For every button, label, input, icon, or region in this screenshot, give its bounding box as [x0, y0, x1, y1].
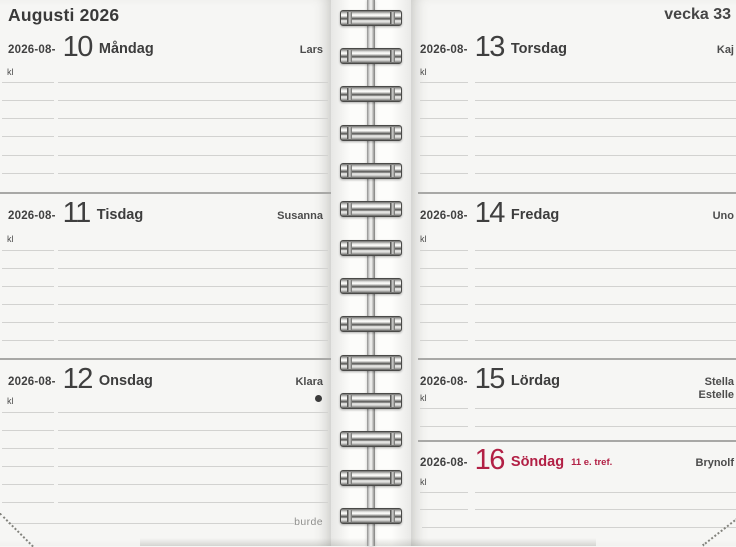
ruled-line	[2, 340, 54, 341]
ruled-line	[475, 492, 736, 493]
spiral-ring	[340, 470, 402, 486]
nameday-label: Lars	[299, 44, 323, 56]
kl-label: kl	[420, 234, 427, 244]
nameday-label: Susanna	[277, 210, 323, 222]
day-header-saturday	[420, 362, 734, 401]
nameday-label: Klara	[295, 376, 323, 388]
spiral-ring	[340, 48, 402, 64]
ruled-line	[420, 155, 468, 156]
day-number: 13	[474, 31, 504, 63]
day-number: 10	[62, 31, 92, 63]
spiral-binding	[331, 0, 411, 546]
day-header-wednesday	[8, 362, 323, 395]
spiral-ring	[340, 431, 402, 447]
ruled-line	[420, 250, 468, 251]
ruled-line	[475, 509, 736, 510]
nameday-label: Uno	[712, 210, 734, 222]
ruled-line	[2, 118, 54, 119]
ruled-line	[475, 250, 736, 251]
section-separator	[418, 440, 736, 442]
spiral-ring	[340, 86, 402, 102]
day-header-monday	[8, 30, 323, 63]
kl-label: kl	[420, 67, 427, 77]
spiral-ring	[340, 393, 402, 409]
section-separator	[0, 192, 331, 194]
day-number: 11	[62, 197, 90, 229]
ruled-line	[58, 268, 328, 269]
kl-label: kl	[420, 393, 427, 403]
section-separator	[418, 192, 736, 194]
ruled-line	[58, 502, 328, 503]
ruled-line	[475, 100, 736, 101]
ruled-line	[2, 155, 54, 156]
church-calendar-note: 11 e. tref.	[571, 457, 613, 468]
ruled-line	[2, 412, 54, 413]
ruled-line	[2, 100, 54, 101]
spiral-ring	[340, 240, 402, 256]
spiral-ring	[340, 278, 402, 294]
ruled-line	[475, 426, 736, 427]
right-page	[411, 0, 736, 546]
ruled-line	[420, 268, 468, 269]
day-header-friday	[420, 196, 734, 229]
kl-label: kl	[420, 477, 427, 487]
ruled-line	[420, 304, 468, 305]
day-number: 15	[474, 363, 504, 395]
kl-label: kl	[7, 396, 14, 406]
ruled-line	[420, 322, 468, 323]
day-number: 14	[474, 197, 504, 229]
date-prefix: 2026-08-	[8, 376, 56, 388]
ruled-line	[58, 118, 328, 119]
left-page	[0, 0, 331, 546]
kl-label: kl	[7, 67, 14, 77]
date-prefix: 2026-08-	[420, 376, 468, 388]
ruled-line	[475, 173, 736, 174]
ruled-line	[420, 426, 468, 427]
footer-line	[422, 527, 736, 528]
ruled-line	[420, 509, 468, 510]
ruled-line	[58, 286, 328, 287]
day-name: Fredag	[510, 207, 560, 223]
day-number: 16	[474, 444, 504, 476]
ruled-line	[475, 118, 736, 119]
day-header-thursday	[420, 30, 734, 63]
ruled-line	[2, 268, 54, 269]
spiral-ring	[340, 355, 402, 371]
date-prefix: 2026-08-	[8, 44, 56, 56]
day-name: Torsdag	[510, 41, 568, 57]
section-separator	[418, 358, 736, 360]
spiral-ring	[340, 316, 402, 332]
ruled-line	[2, 484, 54, 485]
day-name: Söndag	[510, 454, 565, 470]
ruled-line	[2, 466, 54, 467]
ruled-line	[420, 118, 468, 119]
ruled-line	[420, 136, 468, 137]
ruled-line	[420, 408, 468, 409]
spiral-ring	[340, 10, 402, 26]
ruled-line	[58, 430, 328, 431]
ruled-line	[420, 492, 468, 493]
ruled-line	[58, 136, 328, 137]
ruled-line	[475, 268, 736, 269]
date-prefix: 2026-08-	[420, 210, 468, 222]
spiral-rod	[367, 0, 375, 546]
ruled-line	[475, 322, 736, 323]
ruled-line	[58, 155, 328, 156]
day-name: Onsdag	[98, 373, 153, 389]
spiral-ring	[340, 201, 402, 217]
ruled-line	[475, 304, 736, 305]
ruled-line	[2, 250, 54, 251]
ruled-line	[2, 286, 54, 287]
day-name: Lördag	[510, 373, 561, 389]
ruled-line	[420, 173, 468, 174]
ruled-line	[2, 502, 54, 503]
nameday-label: Kaj	[716, 44, 734, 56]
week-label: vecka 33	[664, 6, 731, 23]
ruled-line	[2, 304, 54, 305]
moon-phase-icon	[315, 395, 322, 402]
ruled-line	[2, 448, 54, 449]
ruled-line	[58, 82, 328, 83]
day-header-sunday	[420, 443, 734, 476]
spiral-ring	[340, 125, 402, 141]
ruled-line	[2, 322, 54, 323]
kl-label: kl	[7, 234, 14, 244]
ruled-line	[2, 430, 54, 431]
spiral-ring	[340, 163, 402, 179]
day-name: Måndag	[98, 41, 154, 57]
ruled-line	[58, 484, 328, 485]
ruled-line	[58, 250, 328, 251]
date-prefix: 2026-08-	[420, 457, 468, 469]
ruled-line	[475, 286, 736, 287]
month-title: Augusti 2026	[8, 5, 120, 25]
day-name: Tisdag	[96, 207, 144, 223]
ruled-line	[58, 173, 328, 174]
ruled-line	[58, 466, 328, 467]
date-prefix: 2026-08-	[8, 210, 56, 222]
day-number: 12	[62, 363, 92, 395]
footer-line	[8, 523, 294, 524]
ruled-line	[58, 100, 328, 101]
ruled-line	[58, 448, 328, 449]
section-separator	[0, 358, 331, 360]
ruled-line	[475, 155, 736, 156]
ruled-line	[2, 136, 54, 137]
spiral-ring	[340, 508, 402, 524]
ruled-line	[475, 82, 736, 83]
nameday-label: Brynolf	[695, 457, 734, 469]
ruled-line	[58, 322, 328, 323]
brand-logo: burde	[294, 516, 323, 528]
day-header-tuesday	[8, 196, 323, 229]
date-prefix: 2026-08-	[420, 44, 468, 56]
ruled-line	[420, 82, 468, 83]
ruled-line	[475, 136, 736, 137]
ruled-line	[2, 173, 54, 174]
ruled-line	[475, 408, 736, 409]
ruled-line	[420, 100, 468, 101]
ruled-line	[420, 286, 468, 287]
ruled-line	[58, 304, 328, 305]
ruled-line	[58, 340, 328, 341]
ruled-line	[58, 412, 328, 413]
ruled-line	[420, 340, 468, 341]
ruled-line	[2, 82, 54, 83]
nameday-label: Stella Estelle	[698, 376, 734, 401]
ruled-line	[475, 340, 736, 341]
